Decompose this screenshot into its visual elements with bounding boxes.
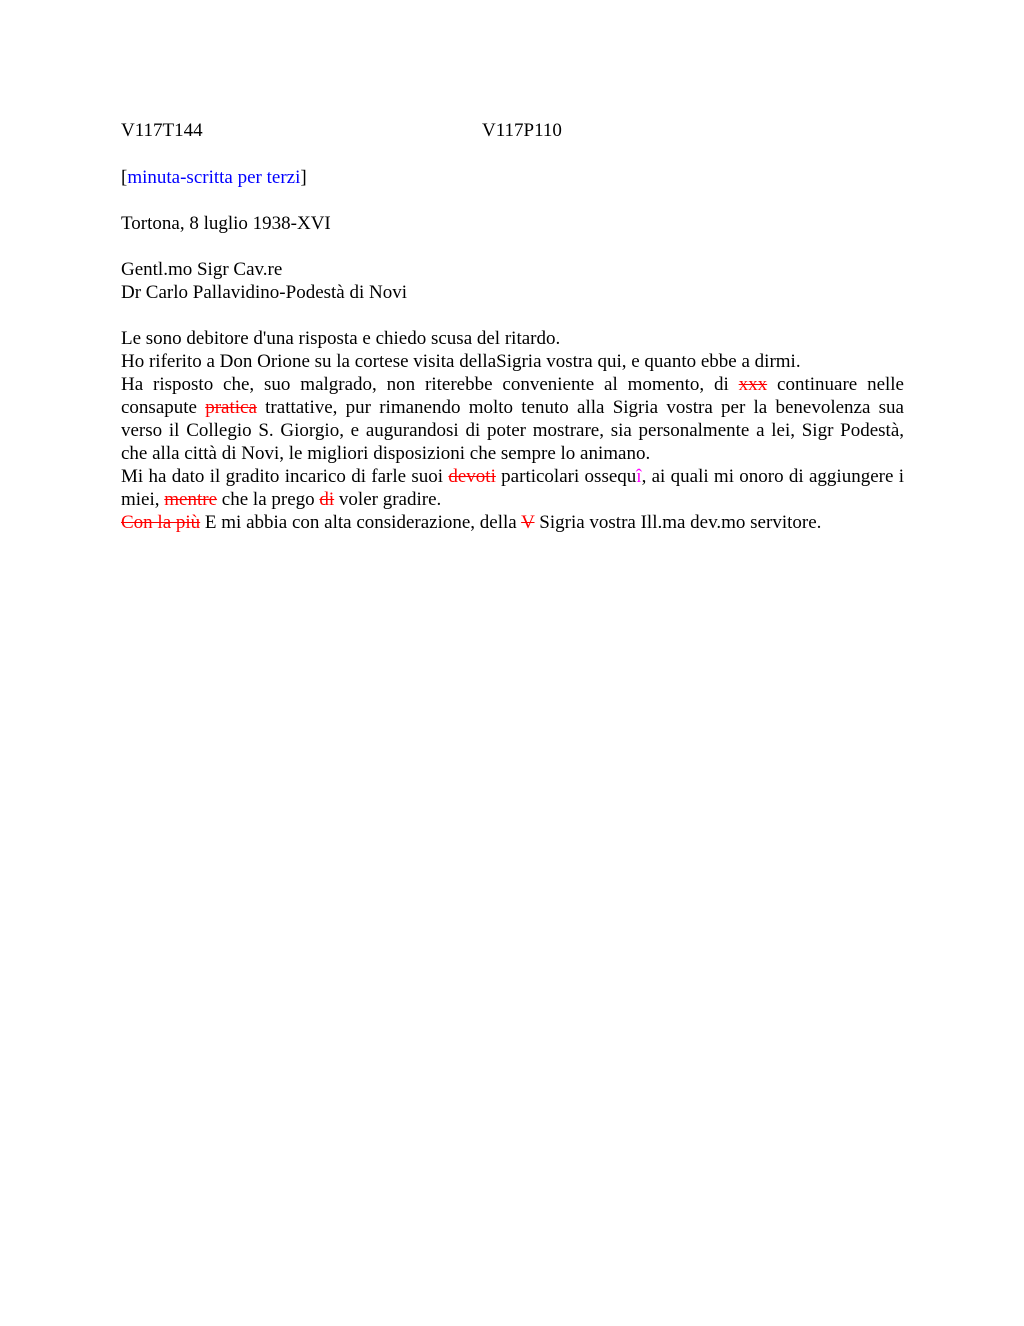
letter-body (121, 327, 904, 534)
p4-text-d: che la prego (217, 489, 320, 510)
p3-text-a: Ha risposto che, suo malgrado, non riterebbe conveniente al momento, di (121, 374, 739, 395)
p3-deletion-1: xxx (738, 374, 768, 395)
p4-text-b: particolari ossequ (495, 466, 637, 487)
editorial-note (121, 166, 904, 189)
paragraph-3 (121, 373, 904, 465)
p4-text-c: , ai quali mi onoro di aggiungere i miei, (121, 466, 904, 510)
paragraph-4 (121, 465, 904, 511)
p4-deletion-3: di (319, 489, 335, 510)
paragraph-5 (121, 511, 904, 534)
p5-text-a: E mi abbia con alta considerazione, della (200, 512, 522, 533)
p5-deletion-1: Con la più (121, 512, 201, 533)
p4-correction-mark: î (636, 466, 642, 487)
address-line-2: Dr Carlo Pallavidino-Podestà di Novi (121, 282, 408, 303)
volume-id-left: V117T144 (121, 120, 203, 141)
volume-id-right: V117P110 (482, 120, 562, 141)
note-text: minuta-scritta per terzi (127, 167, 301, 188)
p4-deletion-2: mentre (164, 489, 218, 510)
p3-deletion-2: pratica (205, 397, 257, 418)
p3-text-b: continuare nelle consapute (121, 374, 904, 418)
p4-text-e: voler gradire. (334, 489, 442, 510)
paragraph-1: Le sono debitore d'una risposta e chiedo scusa del ritardo. (121, 328, 561, 349)
address-line-1: Gentl.mo Sigr Cav.re (121, 259, 283, 280)
paragraph-2: Ho riferito a Don Orione su la cortese visita dellaSigria vostra qui, e quanto ebbe a dirmi. (121, 351, 801, 372)
note-close-bracket: ] (300, 167, 307, 188)
letter-date: Tortona, 8 luglio 1938-XVI (121, 213, 331, 234)
p5-text-b: Sigria vostra Ill.ma dev.mo servitore. (534, 512, 822, 533)
p5-deletion-2: V (521, 512, 535, 533)
p4-text-a: Mi ha dato il gradito incarico di farle suoi (121, 466, 449, 487)
document-ids (121, 119, 904, 142)
recipient-address (121, 258, 904, 304)
document-page (121, 119, 904, 534)
p3-text-c: trattative, pur rimanendo molto tenuto alla Sigria vostra per la benevolenza sua verso il Collegio S. Giorgio, e augurandosi di poter mostrare, sia personalmente a lei, Sigr Podestà, che alla città di Novi, le migliori disposizioni che sempre lo animano. (121, 397, 904, 464)
p4-deletion-1: devoti (448, 466, 496, 487)
note-open-bracket: [ (121, 167, 128, 188)
